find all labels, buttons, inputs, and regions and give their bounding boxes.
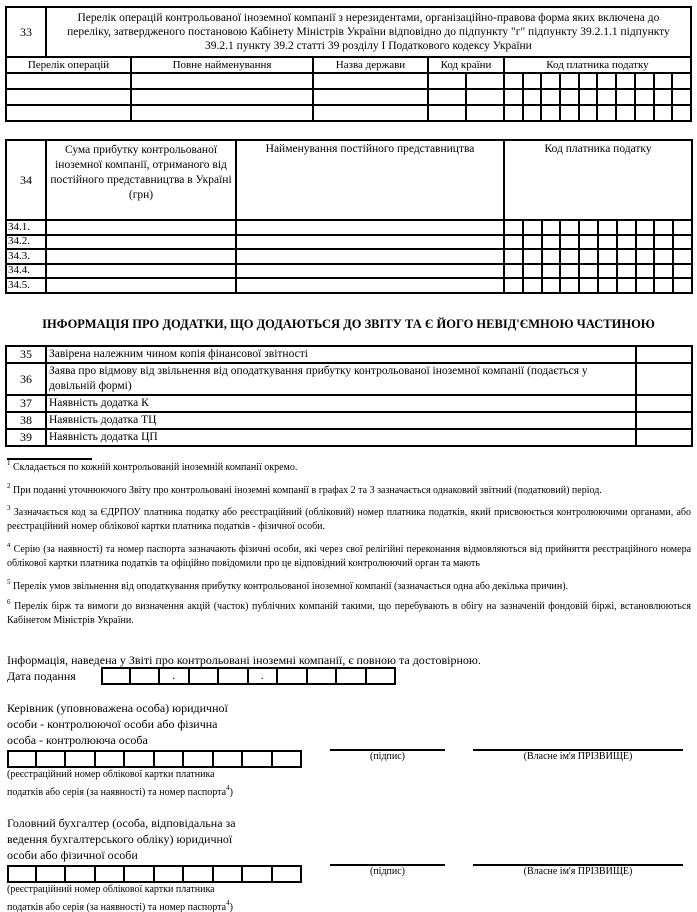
id-number-cell[interactable]: [214, 750, 244, 768]
id-number-cell[interactable]: [243, 865, 273, 883]
attachment-label: Завірена належним чином копія фінансової звітності: [46, 346, 636, 363]
tax-code-cell[interactable]: [560, 105, 579, 121]
representation-name-cell[interactable]: [236, 278, 504, 293]
footnote-mark: 1: [7, 459, 11, 467]
attachment-value-cell[interactable]: [636, 412, 692, 429]
date-cell[interactable]: [308, 667, 338, 685]
section-33-table: [5, 6, 692, 122]
tax-code-cell[interactable]: [523, 73, 542, 89]
section-34-row: [6, 249, 692, 264]
footnote-ref: 4: [226, 899, 230, 907]
section-33-row: [6, 89, 691, 105]
tax-code-cell[interactable]: [504, 89, 523, 105]
attachment-row: [6, 429, 692, 446]
footnote-4: [7, 543, 691, 571]
full-name-cell[interactable]: [131, 105, 313, 121]
tax-code-cell[interactable]: [560, 235, 579, 250]
country-code-cell[interactable]: [428, 89, 466, 105]
tax-code-cell[interactable]: [673, 235, 692, 250]
attachment-label: Заява про відмову від звільнення від оподаткування прибутку контрольованої іноземної компанії (подається у довільній формі): [46, 363, 636, 395]
date-cell[interactable]: [278, 667, 308, 685]
attachment-number: 35: [6, 346, 46, 363]
profit-sum-cell[interactable]: [46, 220, 236, 235]
tax-code-cell[interactable]: [616, 105, 635, 121]
footnote-6: [7, 600, 691, 628]
attachment-label: Наявність додатка К: [46, 395, 636, 412]
tax-code-cell[interactable]: [523, 235, 542, 250]
section-34-row: [6, 278, 692, 293]
id-caption-line-1: (реєстраційний номер облікової картки платника: [7, 769, 215, 780]
tax-code-cell[interactable]: [617, 264, 636, 279]
col-operations-header: Перелік операцій: [6, 57, 131, 73]
tax-code-cell[interactable]: [523, 249, 542, 264]
footnote-text: При поданні уточнюючого Звіту про контрольовані іноземні компанії в графах 2 та 3 зазначається однаковий звітний (податковий) період.: [13, 485, 602, 496]
footnote-text: Складається по кожній контрольованій іноземній компанії окремо.: [13, 462, 298, 473]
footnote-text: Перелік умов звільнення від оподаткування прибутку контрольованої іноземної компанії (зазначається одна або декілька причин).: [13, 581, 569, 592]
representation-name-cell[interactable]: [236, 249, 504, 264]
signatory-role-line: особи - контролюючої особи або фізична: [7, 717, 218, 731]
tax-code-cell[interactable]: [672, 105, 691, 121]
date-cell[interactable]: .: [160, 667, 190, 685]
tax-code-cell[interactable]: [636, 264, 655, 279]
section-34-table: [5, 139, 693, 294]
section-33-row: [6, 105, 691, 121]
tax-code-cell[interactable]: [542, 220, 561, 235]
signatory-role-line: Головний бухгалтер (особа, відповідальна за: [7, 816, 236, 830]
footnote-mark: 2: [7, 482, 11, 490]
footnote-5: [7, 580, 691, 594]
footnote-text: Перелік бірж та вимоги до визначення акцій (часток) публічних компаній такими, що перебувають в обігу на зазначеній фондовій біржі, встановлюються Кабінетом Міністрів України.: [7, 601, 692, 626]
tax-code-cell[interactable]: [635, 105, 654, 121]
operations-cell[interactable]: [6, 73, 131, 89]
name-caption: (Власне ім'я ПРІЗВИЩЕ): [523, 751, 633, 762]
date-input-boxes[interactable]: [101, 667, 396, 685]
section-34-row: [6, 235, 692, 250]
col-tax-code-header-34: Код платника податку: [504, 140, 692, 220]
row-number: 34.3.: [6, 249, 46, 264]
section-34-row: [6, 220, 692, 235]
tax-code-cell[interactable]: [636, 220, 655, 235]
representation-name-cell[interactable]: [236, 235, 504, 250]
tax-code-cell[interactable]: [560, 278, 579, 293]
country-code-cell[interactable]: [428, 105, 466, 121]
date-cell[interactable]: [337, 667, 367, 685]
attachment-row: [6, 346, 692, 363]
row-number: 34.5.: [6, 278, 46, 293]
tax-code-cell[interactable]: [654, 235, 673, 250]
tax-code-cell[interactable]: [617, 249, 636, 264]
tax-code-cell[interactable]: [504, 235, 523, 250]
profit-sum-cell[interactable]: [46, 278, 236, 293]
tax-code-cell[interactable]: [673, 249, 692, 264]
col-tax-code-header: Код платника податку: [504, 57, 691, 73]
tax-code-cell[interactable]: [523, 264, 542, 279]
col-representation-name-header: Найменування постійного представництва: [236, 140, 504, 220]
operations-cell[interactable]: [6, 105, 131, 121]
col-country-name-header: Назва держави: [313, 57, 428, 73]
footnote-mark: 5: [7, 578, 11, 586]
country-name-cell[interactable]: [313, 89, 428, 105]
tax-code-cell[interactable]: [654, 89, 673, 105]
tax-code-cell[interactable]: [617, 278, 636, 293]
attachments-table: [5, 345, 693, 447]
signatory-role-line: ведення бухгалтерського обліку) юридичної: [7, 832, 233, 846]
tax-code-cell[interactable]: [504, 105, 523, 121]
tax-code-cell[interactable]: [560, 220, 579, 235]
section-34-row: [6, 264, 692, 279]
footnote-mark: 4: [7, 543, 11, 549]
date-cell[interactable]: [190, 667, 220, 685]
representation-name-cell[interactable]: [236, 264, 504, 279]
signature-caption: (підпис): [369, 866, 406, 877]
tax-code-cell[interactable]: [617, 220, 636, 235]
id-number-cell[interactable]: [243, 750, 273, 768]
tax-code-cell[interactable]: [504, 73, 523, 89]
attachment-row: [6, 363, 692, 395]
section-33-number: 33: [6, 7, 46, 57]
tax-code-cell[interactable]: [598, 249, 617, 264]
profit-sum-cell[interactable]: [46, 249, 236, 264]
footnote-3: [7, 506, 691, 534]
tax-code-cell[interactable]: [579, 278, 598, 293]
attachment-value-cell[interactable]: [636, 429, 692, 446]
id-caption-line-1: (реєстраційний номер облікової картки платника: [7, 884, 215, 895]
tax-code-cell[interactable]: [616, 89, 635, 105]
footnote-mark: 3: [7, 504, 11, 512]
tax-code-cell[interactable]: [598, 235, 617, 250]
section-34-number: 34: [6, 140, 46, 220]
tax-code-cell[interactable]: [654, 249, 673, 264]
country-name-cell[interactable]: [313, 73, 428, 89]
section-33-row: [6, 73, 691, 89]
date-cell[interactable]: [219, 667, 249, 685]
tax-code-cell[interactable]: [636, 235, 655, 250]
footnote-text: Серію (за наявності) та номер паспорта зазначають фізичні особи, які через свої релігійні переконання відмовляються від прийняття реєстраційного номера облікової картки платника податків та офіційно повідомили про це відповідний контролюючий орган та мають: [7, 544, 691, 569]
footnote-mark: 6: [7, 598, 11, 606]
tax-code-cell[interactable]: [636, 278, 655, 293]
signature-caption: (підпис): [369, 751, 406, 762]
attachments-title: ІНФОРМАЦІЯ ПРО ДОДАТКИ, ЩО ДОДАЮТЬСЯ ДО ЗВІТУ ТА Є ЙОГО НЕВІД'ЄМНОЮ ЧАСТИНОЮ: [42, 317, 655, 331]
footnote-separator: [7, 458, 92, 460]
section-33-title: Перелік операцій контрольованої іноземної компанії з нерезидентами, організаційно-правова форма яких включена до переліку, затвердженого постановою Кабінету Міністрів України відповідно до підпункту "г" підпункту 39.2.1.1 підпункту 39.2.1 пункту 39.2 статті 39 розділу I Податкового кодексу України: [46, 7, 691, 57]
tax-code-cell[interactable]: [672, 73, 691, 89]
country-code-cell[interactable]: [466, 73, 504, 89]
tax-code-cell[interactable]: [542, 235, 561, 250]
tax-code-cell[interactable]: [542, 249, 561, 264]
tax-code-cell[interactable]: [636, 249, 655, 264]
attachment-value-cell[interactable]: [636, 395, 692, 412]
tax-code-cell[interactable]: [597, 105, 616, 121]
tax-code-cell[interactable]: [504, 264, 523, 279]
tax-code-cell[interactable]: [654, 105, 673, 121]
attachment-label: Наявність додатка ТЦ: [46, 412, 636, 429]
attachment-value-cell[interactable]: [636, 346, 692, 363]
tax-code-cell[interactable]: [504, 220, 523, 235]
row-number: 34.2.: [6, 235, 46, 250]
tax-code-cell[interactable]: [560, 89, 579, 105]
tax-code-cell[interactable]: [635, 89, 654, 105]
date-cell[interactable]: [367, 667, 397, 685]
tax-code-cell[interactable]: [541, 89, 560, 105]
tax-code-cell[interactable]: [673, 278, 692, 293]
name-caption: (Власне ім'я ПРІЗВИЩЕ): [523, 866, 633, 877]
attachment-row: [6, 395, 692, 412]
full-name-cell[interactable]: [131, 89, 313, 105]
footnote-text: Зазначається код за ЄДРПОУ платника податку або реєстраційний (обліковий) номер платника податків, який присвоюється контролюючими органами, або реєстраційний номер облікової картки платника податків - фізичної особи.: [7, 507, 691, 532]
tax-code-cell[interactable]: [579, 235, 598, 250]
date-label: Дата подання: [7, 669, 76, 683]
tax-code-cell[interactable]: [523, 105, 542, 121]
date-cell[interactable]: .: [249, 667, 279, 685]
tax-code-cell[interactable]: [560, 73, 579, 89]
country-code-cell[interactable]: [428, 73, 466, 89]
attachment-number: 37: [6, 395, 46, 412]
footnote-ref: 4: [226, 784, 230, 792]
signatory-role-line: особа - контролююча особа: [7, 733, 148, 747]
attachment-row: [6, 412, 692, 429]
signatory-role-line: Керівник (уповноважена особа) юридичної: [7, 701, 228, 715]
date-cell[interactable]: [101, 667, 131, 685]
tax-code-cell[interactable]: [654, 73, 673, 89]
row-number: 34.1.: [6, 220, 46, 235]
tax-code-cell[interactable]: [597, 73, 616, 89]
tax-code-cell[interactable]: [597, 89, 616, 105]
tax-code-cell[interactable]: [541, 105, 560, 121]
profit-sum-cell[interactable]: [46, 235, 236, 250]
tax-code-cell[interactable]: [654, 278, 673, 293]
col-profit-sum-header: Сума прибутку контрольованої іноземної компанії, отриманого від постійного представництва в Україні (грн): [46, 140, 236, 220]
id-caption-line-2: податків або серія (за наявності) та номер паспорта$^4$): [7, 899, 233, 912]
attachment-number: 39: [6, 429, 46, 446]
tax-code-cell[interactable]: [635, 73, 654, 89]
tax-code-cell[interactable]: [598, 278, 617, 293]
tax-code-cell[interactable]: [523, 89, 542, 105]
tax-code-cell[interactable]: [598, 220, 617, 235]
tax-code-cell[interactable]: [504, 249, 523, 264]
attachment-number: 36: [6, 363, 46, 395]
signatory-role-line: особи або фізичної особи: [7, 848, 138, 862]
tax-code-cell[interactable]: [598, 264, 617, 279]
tax-code-cell[interactable]: [616, 73, 635, 89]
full-name-cell[interactable]: [131, 73, 313, 89]
attachment-number: 38: [6, 412, 46, 429]
country-code-cell[interactable]: [466, 89, 504, 105]
id-caption-line-2: податків або серія (за наявності) та номер паспорта$^4$): [7, 784, 233, 798]
footnote-2: [7, 484, 691, 498]
tax-code-cell[interactable]: [654, 264, 673, 279]
tax-code-cell[interactable]: [579, 264, 598, 279]
tax-code-cell[interactable]: [541, 73, 560, 89]
tax-code-cell[interactable]: [504, 278, 523, 293]
operations-cell[interactable]: [6, 89, 131, 105]
tax-code-cell[interactable]: [560, 264, 579, 279]
tax-code-cell[interactable]: [579, 73, 598, 89]
tax-code-cell[interactable]: [579, 89, 598, 105]
attachment-value-cell[interactable]: [636, 363, 692, 395]
id-number-cell[interactable]: [273, 865, 303, 883]
footnote-1: [7, 461, 691, 475]
profit-sum-cell[interactable]: [46, 264, 236, 279]
col-full-name-header: Повне найменування: [131, 57, 313, 73]
tax-code-cell[interactable]: [523, 220, 542, 235]
row-number: 34.4.: [6, 264, 46, 279]
col-country-code-header: Код країни: [428, 57, 504, 73]
id-caption-text: податків або серія (за наявності) та номер паспорта: [7, 902, 227, 912]
representation-name-cell[interactable]: [236, 220, 504, 235]
tax-code-cell[interactable]: [579, 105, 598, 121]
tax-code-cell[interactable]: [579, 249, 598, 264]
id-number-cell[interactable]: [273, 750, 303, 768]
id-number-cell[interactable]: [214, 865, 244, 883]
country-code-cell[interactable]: [466, 105, 504, 121]
tax-code-cell[interactable]: [654, 220, 673, 235]
tax-code-cell[interactable]: [560, 249, 579, 264]
tax-code-cell[interactable]: [673, 220, 692, 235]
tax-code-cell[interactable]: [523, 278, 542, 293]
id-caption-text: податків або серія (за наявності) та номер паспорта: [7, 787, 227, 798]
tax-code-cell[interactable]: [672, 89, 691, 105]
tax-code-cell[interactable]: [673, 264, 692, 279]
tax-code-cell[interactable]: [617, 235, 636, 250]
tax-code-cell[interactable]: [542, 264, 561, 279]
tax-code-cell[interactable]: [579, 220, 598, 235]
date-cell[interactable]: [131, 667, 161, 685]
declaration-statement: Інформація, наведена у Звіті про контрольовані іноземні компанії, є повною та достовірною.: [7, 653, 481, 667]
tax-code-cell[interactable]: [542, 278, 561, 293]
attachment-label: Наявність додатка ЦП: [46, 429, 636, 446]
country-name-cell[interactable]: [313, 105, 428, 121]
